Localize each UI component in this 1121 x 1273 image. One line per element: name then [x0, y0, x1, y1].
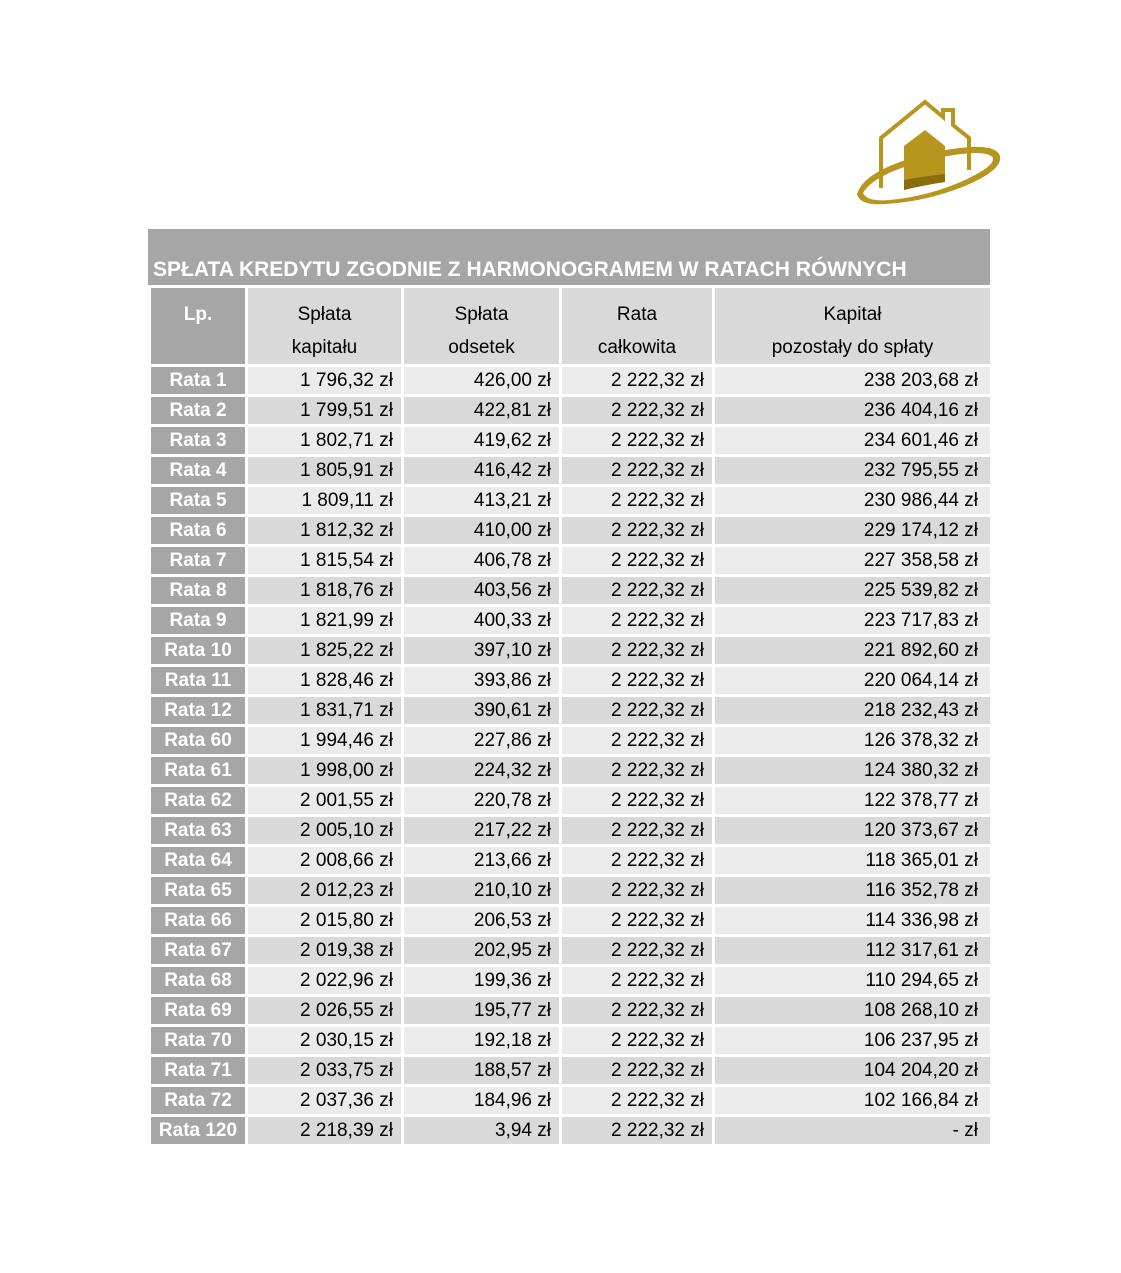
interest-repayment-cell: 393,86 zł	[403, 666, 561, 696]
interest-repayment-cell: 188,57 zł	[403, 1056, 561, 1086]
remaining-capital-cell: 120 373,67 zł	[714, 816, 992, 846]
installment-label: Rata 60	[150, 726, 247, 756]
remaining-capital-cell: 116 352,78 zł	[714, 876, 992, 906]
installment-label: Rata 2	[150, 396, 247, 426]
remaining-capital-cell: 230 986,44 zł	[714, 486, 992, 516]
installment-label: Rata 61	[150, 756, 247, 786]
interest-repayment-cell: 3,94 zł	[403, 1116, 561, 1146]
remaining-capital-cell: 220 064,14 zł	[714, 666, 992, 696]
remaining-capital-cell: 106 237,95 zł	[714, 1026, 992, 1056]
capital-repayment-cell: 2 001,55 zł	[247, 786, 403, 816]
capital-repayment-cell: 1 802,71 zł	[247, 426, 403, 456]
installment-label: Rata 68	[150, 966, 247, 996]
header-total-installment: Rata całkowita	[561, 287, 714, 366]
installment-label: Rata 12	[150, 696, 247, 726]
interest-repayment-cell: 217,22 zł	[403, 816, 561, 846]
capital-repayment-cell: 1 994,46 zł	[247, 726, 403, 756]
table-row	[150, 906, 992, 936]
installment-label: Rata 72	[150, 1086, 247, 1116]
total-installment-cell: 2 222,32 zł	[561, 456, 714, 486]
interest-repayment-cell: 390,61 zł	[403, 696, 561, 726]
total-installment-cell: 2 222,32 zł	[561, 396, 714, 426]
total-installment-cell: 2 222,32 zł	[561, 996, 714, 1026]
capital-repayment-cell: 2 026,55 zł	[247, 996, 403, 1026]
installment-label: Rata 63	[150, 816, 247, 846]
table-row	[150, 426, 992, 456]
schedule-grid	[148, 285, 993, 1147]
remaining-capital-cell: 112 317,61 zł	[714, 936, 992, 966]
remaining-capital-cell: 232 795,55 zł	[714, 456, 992, 486]
remaining-capital-cell: 236 404,16 zł	[714, 396, 992, 426]
table-row	[150, 876, 992, 906]
table-row	[150, 396, 992, 426]
table-row	[150, 486, 992, 516]
remaining-capital-cell: 122 378,77 zł	[714, 786, 992, 816]
remaining-capital-cell: 225 539,82 zł	[714, 576, 992, 606]
remaining-capital-cell: 104 204,20 zł	[714, 1056, 992, 1086]
capital-repayment-cell: 1 828,46 zł	[247, 666, 403, 696]
remaining-capital-cell: - zł	[714, 1116, 992, 1146]
installment-label: Rata 5	[150, 486, 247, 516]
total-installment-cell: 2 222,32 zł	[561, 696, 714, 726]
table-row	[150, 1026, 992, 1056]
total-installment-cell: 2 222,32 zł	[561, 1116, 714, 1146]
total-installment-cell: 2 222,32 zł	[561, 606, 714, 636]
installment-label: Rata 64	[150, 846, 247, 876]
total-installment-cell: 2 222,32 zł	[561, 426, 714, 456]
table-title-bar	[148, 229, 990, 285]
installment-label: Rata 67	[150, 936, 247, 966]
table-row	[150, 1116, 992, 1146]
installment-label: Rata 66	[150, 906, 247, 936]
table-row	[150, 726, 992, 756]
interest-repayment-cell: 206,53 zł	[403, 906, 561, 936]
capital-repayment-cell: 2 022,96 zł	[247, 966, 403, 996]
total-installment-cell: 2 222,32 zł	[561, 756, 714, 786]
capital-repayment-cell: 1 815,54 zł	[247, 546, 403, 576]
table-row	[150, 366, 992, 396]
remaining-capital-cell: 223 717,83 zł	[714, 606, 992, 636]
interest-repayment-cell: 220,78 zł	[403, 786, 561, 816]
total-installment-cell: 2 222,32 zł	[561, 726, 714, 756]
loan-schedule-table	[148, 229, 990, 1147]
installment-label: Rata 69	[150, 996, 247, 1026]
capital-repayment-cell: 1 818,76 zł	[247, 576, 403, 606]
table-row	[150, 996, 992, 1026]
capital-repayment-cell: 1 809,11 zł	[247, 486, 403, 516]
capital-repayment-cell: 1 831,71 zł	[247, 696, 403, 726]
total-installment-cell: 2 222,32 zł	[561, 876, 714, 906]
interest-repayment-cell: 210,10 zł	[403, 876, 561, 906]
header-remaining-capital: Kapitał pozostały do spłaty	[714, 287, 992, 366]
installment-label: Rata 1	[150, 366, 247, 396]
remaining-capital-cell: 110 294,65 zł	[714, 966, 992, 996]
total-installment-cell: 2 222,32 zł	[561, 936, 714, 966]
table-row	[150, 936, 992, 966]
total-installment-cell: 2 222,32 zł	[561, 576, 714, 606]
interest-repayment-cell: 184,96 zł	[403, 1086, 561, 1116]
installment-label: Rata 120	[150, 1116, 247, 1146]
header-lp: Lp.	[150, 287, 247, 366]
total-installment-cell: 2 222,32 zł	[561, 966, 714, 996]
capital-repayment-cell: 1 799,51 zł	[247, 396, 403, 426]
remaining-capital-cell: 118 365,01 zł	[714, 846, 992, 876]
table-row	[150, 756, 992, 786]
remaining-capital-cell: 238 203,68 zł	[714, 366, 992, 396]
total-installment-cell: 2 222,32 zł	[561, 846, 714, 876]
capital-repayment-cell: 2 019,38 zł	[247, 936, 403, 966]
installment-label: Rata 6	[150, 516, 247, 546]
capital-repayment-cell: 2 218,39 zł	[247, 1116, 403, 1146]
interest-repayment-cell: 403,56 zł	[403, 576, 561, 606]
table-row	[150, 456, 992, 486]
capital-repayment-cell: 2 033,75 zł	[247, 1056, 403, 1086]
header-capital-repayment: Spłata kapitału	[247, 287, 403, 366]
capital-repayment-cell: 2 008,66 zł	[247, 846, 403, 876]
installment-label: Rata 71	[150, 1056, 247, 1086]
interest-repayment-cell: 195,77 zł	[403, 996, 561, 1026]
capital-repayment-cell: 1 821,99 zł	[247, 606, 403, 636]
table-row	[150, 786, 992, 816]
interest-repayment-cell: 397,10 zł	[403, 636, 561, 666]
remaining-capital-cell: 126 378,32 zł	[714, 726, 992, 756]
remaining-capital-cell: 234 601,46 zł	[714, 426, 992, 456]
remaining-capital-cell: 229 174,12 zł	[714, 516, 992, 546]
capital-repayment-cell: 2 005,10 zł	[247, 816, 403, 846]
table-row	[150, 636, 992, 666]
capital-repayment-cell: 2 037,36 zł	[247, 1086, 403, 1116]
installment-label: Rata 70	[150, 1026, 247, 1056]
remaining-capital-cell: 218 232,43 zł	[714, 696, 992, 726]
interest-repayment-cell: 406,78 zł	[403, 546, 561, 576]
schedule-body	[150, 366, 992, 1146]
capital-repayment-cell: 1 812,32 zł	[247, 516, 403, 546]
interest-repayment-cell: 202,95 zł	[403, 936, 561, 966]
installment-label: Rata 62	[150, 786, 247, 816]
table-row	[150, 816, 992, 846]
total-installment-cell: 2 222,32 zł	[561, 816, 714, 846]
installment-label: Rata 9	[150, 606, 247, 636]
capital-repayment-cell: 1 796,32 zł	[247, 366, 403, 396]
interest-repayment-cell: 419,62 zł	[403, 426, 561, 456]
total-installment-cell: 2 222,32 zł	[561, 786, 714, 816]
total-installment-cell: 2 222,32 zł	[561, 486, 714, 516]
interest-repayment-cell: 410,00 zł	[403, 516, 561, 546]
header-interest-repayment: Spłata odsetek	[403, 287, 561, 366]
total-installment-cell: 2 222,32 zł	[561, 516, 714, 546]
total-installment-cell: 2 222,32 zł	[561, 906, 714, 936]
interest-repayment-cell: 413,21 zł	[403, 486, 561, 516]
interest-repayment-cell: 227,86 zł	[403, 726, 561, 756]
installment-label: Rata 65	[150, 876, 247, 906]
capital-repayment-cell: 1 805,91 zł	[247, 456, 403, 486]
interest-repayment-cell: 192,18 zł	[403, 1026, 561, 1056]
capital-repayment-cell: 1 825,22 zł	[247, 636, 403, 666]
table-row	[150, 1056, 992, 1086]
total-installment-cell: 2 222,32 zł	[561, 1086, 714, 1116]
total-installment-cell: 2 222,32 zł	[561, 666, 714, 696]
table-row	[150, 666, 992, 696]
total-installment-cell: 2 222,32 zł	[561, 1056, 714, 1086]
total-installment-cell: 2 222,32 zł	[561, 546, 714, 576]
capital-repayment-cell: 2 012,23 zł	[247, 876, 403, 906]
total-installment-cell: 2 222,32 zł	[561, 1026, 714, 1056]
table-row	[150, 696, 992, 726]
header-row	[150, 287, 992, 366]
total-installment-cell: 2 222,32 zł	[561, 366, 714, 396]
remaining-capital-cell: 227 358,58 zł	[714, 546, 992, 576]
remaining-capital-cell: 221 892,60 zł	[714, 636, 992, 666]
installment-label: Rata 3	[150, 426, 247, 456]
table-row	[150, 966, 992, 996]
interest-repayment-cell: 422,81 zł	[403, 396, 561, 426]
installment-label: Rata 4	[150, 456, 247, 486]
interest-repayment-cell: 416,42 zł	[403, 456, 561, 486]
capital-repayment-cell: 2 030,15 zł	[247, 1026, 403, 1056]
installment-label: Rata 8	[150, 576, 247, 606]
table-row	[150, 546, 992, 576]
remaining-capital-cell: 124 380,32 zł	[714, 756, 992, 786]
installment-label: Rata 10	[150, 636, 247, 666]
table-row	[150, 1086, 992, 1116]
total-installment-cell: 2 222,32 zł	[561, 636, 714, 666]
interest-repayment-cell: 426,00 zł	[403, 366, 561, 396]
table-row	[150, 576, 992, 606]
table-row	[150, 606, 992, 636]
interest-repayment-cell: 213,66 zł	[403, 846, 561, 876]
interest-repayment-cell: 400,33 zł	[403, 606, 561, 636]
remaining-capital-cell: 108 268,10 zł	[714, 996, 992, 1026]
house-logo-icon	[845, 98, 1005, 218]
capital-repayment-cell: 2 015,80 zł	[247, 906, 403, 936]
interest-repayment-cell: 224,32 zł	[403, 756, 561, 786]
table-row	[150, 846, 992, 876]
installment-label: Rata 11	[150, 666, 247, 696]
installment-label: Rata 7	[150, 546, 247, 576]
remaining-capital-cell: 114 336,98 zł	[714, 906, 992, 936]
table-row	[150, 516, 992, 546]
table-title: SPŁATA KREDYTU ZGODNIE Z HARMONOGRAMEM W RATACH RÓWNYCH	[153, 258, 907, 281]
capital-repayment-cell: 1 998,00 zł	[247, 756, 403, 786]
interest-repayment-cell: 199,36 zł	[403, 966, 561, 996]
remaining-capital-cell: 102 166,84 zł	[714, 1086, 992, 1116]
